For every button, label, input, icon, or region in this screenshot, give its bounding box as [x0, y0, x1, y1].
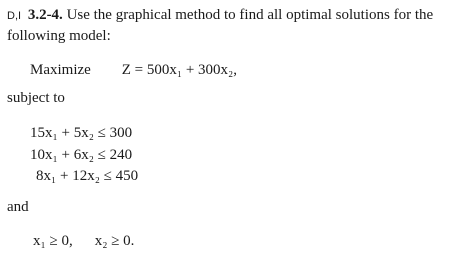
objective-row: [30, 61, 237, 79]
nonneg-x2: x₂ ≥ 0.: [94, 233, 135, 249]
nonneg-x1: x₁ ≥ 0,: [33, 233, 73, 249]
problem-statement: Use the graphical method to find all optimal solutions for the following model:: [7, 7, 434, 44]
subject-to-label: subject to: [7, 90, 65, 106]
problem-number: 3.2-4.: [27, 7, 63, 23]
nonnegativity-row: [33, 232, 134, 250]
objective-label: Maximize: [30, 62, 91, 78]
objective-expression: Z = 500x₁ + 300x₂,: [121, 62, 238, 78]
constraint-3: 8x₁ + 12x₂ ≤ 450: [36, 168, 139, 184]
constraint-2: 10x₁ + 6x₂ ≤ 240: [30, 147, 133, 163]
constraint-1: 15x₁ + 5x₂ ≤ 300: [30, 125, 133, 141]
problem-header: [7, 5, 451, 46]
and-label: and: [7, 199, 29, 215]
problem-tag: D,I: [7, 10, 22, 22]
